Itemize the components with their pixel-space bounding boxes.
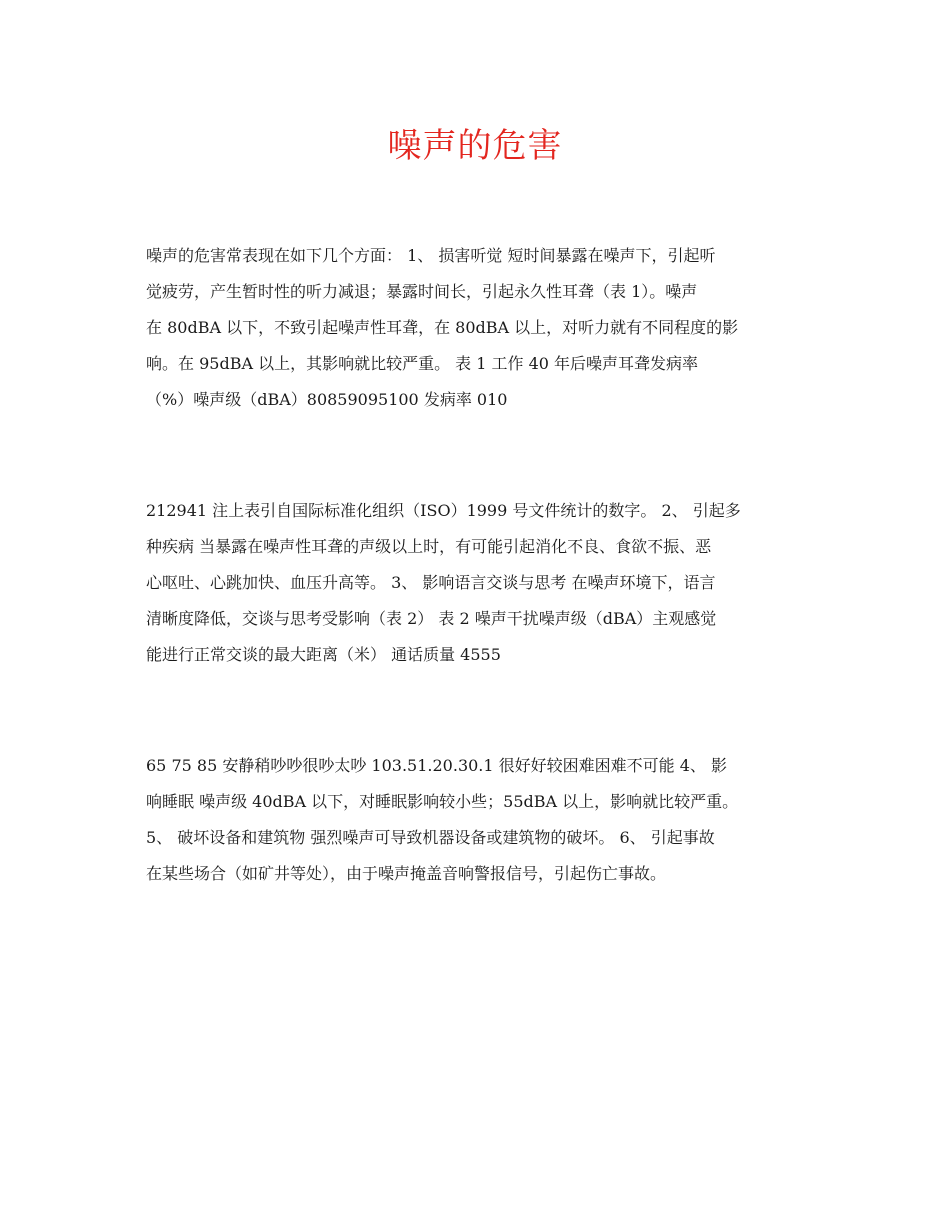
text-line: 在 80dBA 以下，不致引起噪声性耳聋，在 80dBA 以上，对听力就有不同程度的影: [146, 318, 739, 337]
text-line: 5、 破坏设备和建筑物 强烈噪声可导致机器设备或建筑物的破坏。 6、 引起事故: [146, 828, 715, 847]
text-line: 65 75 85 安静稍吵吵很吵太吵 103.51.20.30.1 很好好较困难困难不可能 4、 影: [146, 756, 728, 775]
text-line: 在某些场合（如矿井等处），由于噪声掩盖音响警报信号，引起伤亡事故。: [146, 864, 667, 883]
text-line: 觉疲劳，产生暂时性的听力减退；暴露时间长，引起永久性耳聋（表 1）。噪声: [146, 282, 698, 301]
text-line: 心呕吐、心跳加快、血压升高等。 3、 影响语言交谈与思考 在噪声环境下，语言: [146, 573, 716, 592]
text-line: 212941 注上表引自国际标准化组织（ISO）1999 号文件统计的数字。 2、 引起多: [146, 501, 741, 520]
paragraph-3: [146, 748, 806, 892]
text-line: 能进行正常交谈的最大距离（米） 通话质量 4555: [146, 645, 501, 664]
paragraph-1: [146, 238, 806, 418]
page-title: 噪声的危害: [387, 126, 563, 166]
text-line: （%）噪声级（dBA）80859095100 发病率 010: [146, 390, 508, 409]
text-line: 噪声的危害常表现在如下几个方面： 1、 损害听觉 短时间暴露在噪声下，引起听: [146, 246, 716, 265]
paragraph-2: [146, 493, 806, 673]
text-line: 响睡眠 噪声级 40dBA 以下，对睡眠影响较小些；55dBA 以上，影响就比较严重。: [146, 792, 739, 811]
text-line: 响。在 95dBA 以上，其影响就比较严重。 表 1 工作 40 年后噪声耳聋发病率: [146, 354, 699, 373]
text-line: 种疾病 当暴露在噪声性耳聋的声级以上时，有可能引起消化不良、食欲不振、恶: [146, 537, 712, 556]
text-line: 清晰度降低，交谈与思考受影响（表 2） 表 2 噪声干扰噪声级（dBA）主观感觉: [146, 609, 717, 628]
